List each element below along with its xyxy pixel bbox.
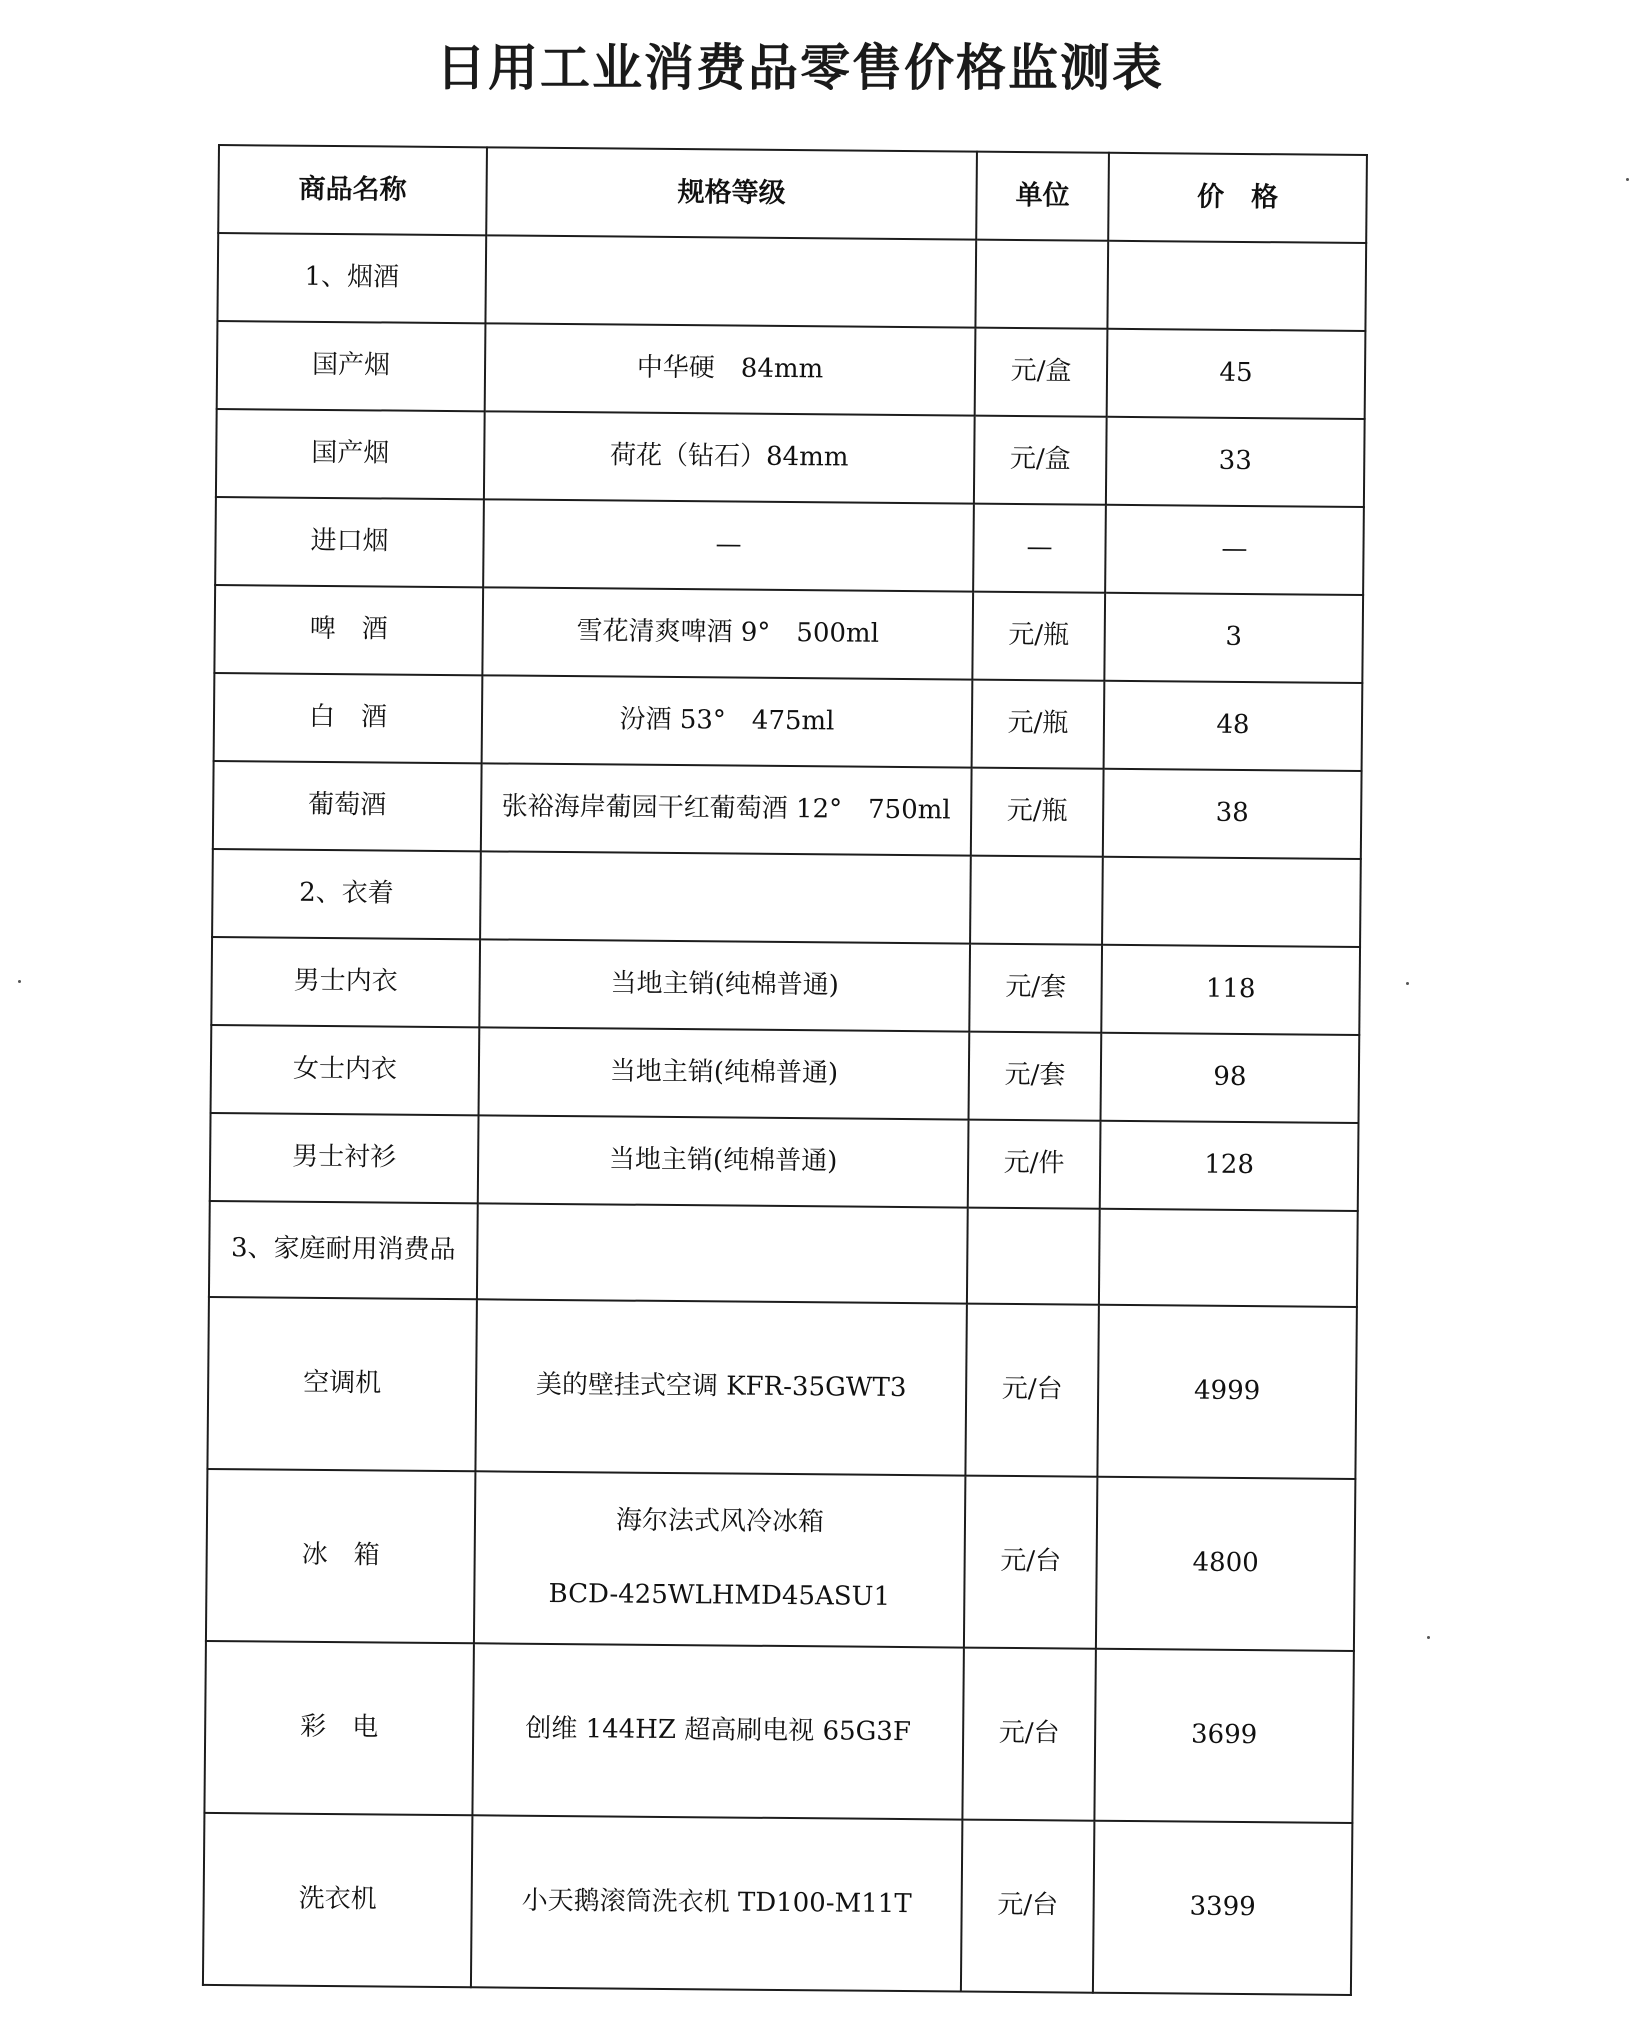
item-spec: 张裕海岸葡园干红葡萄酒 12° 750ml bbox=[481, 763, 972, 855]
table-row bbox=[214, 585, 1363, 683]
item-price: 3 bbox=[1104, 593, 1363, 683]
item-price: 128 bbox=[1100, 1121, 1359, 1211]
table-header-row bbox=[218, 145, 1367, 243]
item-name: 进口烟 bbox=[215, 497, 484, 587]
table-row bbox=[215, 497, 1364, 595]
scan-speck bbox=[1406, 982, 1409, 985]
header-unit: 单位 bbox=[976, 152, 1109, 241]
table-row bbox=[213, 761, 1362, 859]
item-unit: 元/套 bbox=[969, 944, 1102, 1033]
category-label: 3、家庭耐用消费品 bbox=[209, 1201, 478, 1299]
item-spec: 当地主销(纯棉普通) bbox=[479, 939, 970, 1031]
category-row-tobacco-alcohol bbox=[217, 233, 1366, 331]
scan-speck bbox=[1626, 178, 1629, 181]
header-spec: 规格等级 bbox=[486, 147, 977, 239]
item-name: 女士内衣 bbox=[211, 1025, 480, 1115]
item-spec: — bbox=[483, 499, 974, 591]
page-title: 日用工业消费品零售价格监测表 bbox=[436, 39, 1164, 97]
item-spec: 雪花清爽啤酒 9° 500ml bbox=[482, 587, 973, 679]
table-row bbox=[211, 1025, 1360, 1123]
scan-speck bbox=[1427, 1636, 1430, 1639]
item-name: 男士衬衫 bbox=[210, 1113, 479, 1203]
item-price: 45 bbox=[1107, 329, 1366, 419]
item-unit: 元/台 bbox=[965, 1304, 1098, 1477]
item-unit: 元/套 bbox=[969, 1032, 1102, 1121]
item-price: 33 bbox=[1106, 417, 1365, 507]
table-row bbox=[207, 1297, 1356, 1479]
item-name: 冰 箱 bbox=[206, 1469, 475, 1643]
item-price: 3699 bbox=[1094, 1649, 1353, 1823]
item-name: 葡萄酒 bbox=[213, 761, 482, 851]
item-price: — bbox=[1105, 505, 1364, 595]
item-price: 48 bbox=[1104, 681, 1363, 771]
item-price: 4800 bbox=[1096, 1477, 1355, 1651]
category-label: 1、烟酒 bbox=[217, 233, 486, 323]
item-spec: 当地主销(纯棉普通) bbox=[479, 1027, 970, 1119]
item-spec: 汾酒 53° 475ml bbox=[482, 675, 973, 767]
item-name: 白 酒 bbox=[214, 673, 483, 763]
item-spec bbox=[474, 1471, 965, 1647]
item-spec-line-1: 海尔法式风冷冰箱 bbox=[615, 1505, 825, 1538]
item-spec: 创维 144HZ 超高刷电视 65G3F bbox=[472, 1643, 963, 1819]
item-unit: 元/盒 bbox=[974, 416, 1107, 505]
table-row bbox=[206, 1469, 1355, 1651]
scan-speck bbox=[18, 980, 21, 983]
item-spec: 美的壁挂式空调 KFR-35GWT3 bbox=[475, 1299, 966, 1475]
item-name: 彩 电 bbox=[204, 1641, 473, 1815]
item-unit: 元/瓶 bbox=[972, 592, 1105, 681]
item-name: 国产烟 bbox=[217, 321, 486, 411]
item-spec: 荷花（钻石）84mm bbox=[484, 411, 975, 503]
item-name: 啤 酒 bbox=[214, 585, 483, 675]
item-unit: 元/盒 bbox=[975, 328, 1108, 417]
item-unit: 元/台 bbox=[964, 1476, 1097, 1649]
table-row bbox=[204, 1641, 1353, 1823]
item-unit: 元/瓶 bbox=[972, 680, 1105, 769]
table-row bbox=[216, 409, 1365, 507]
header-name: 商品名称 bbox=[218, 145, 487, 235]
item-unit: 元/台 bbox=[962, 1648, 1095, 1821]
item-name: 空调机 bbox=[207, 1297, 476, 1471]
item-price: 3399 bbox=[1093, 1821, 1352, 1995]
item-unit: 元/台 bbox=[961, 1820, 1094, 1993]
item-price: 118 bbox=[1101, 945, 1360, 1035]
item-unit: 元/瓶 bbox=[971, 768, 1104, 857]
item-price: 38 bbox=[1103, 769, 1362, 859]
table-row bbox=[210, 1113, 1359, 1211]
table-row bbox=[211, 937, 1360, 1035]
item-name: 国产烟 bbox=[216, 409, 485, 499]
item-price: 98 bbox=[1101, 1033, 1360, 1123]
table-row bbox=[217, 321, 1366, 419]
item-spec: 中华硬 84mm bbox=[485, 323, 976, 415]
table-row bbox=[214, 673, 1363, 771]
item-unit: 元/件 bbox=[968, 1120, 1101, 1209]
category-label: 2、衣着 bbox=[212, 849, 481, 939]
table-row bbox=[203, 1813, 1352, 1995]
item-unit: — bbox=[973, 504, 1106, 593]
category-row-durables bbox=[209, 1201, 1358, 1307]
item-price: 4999 bbox=[1097, 1305, 1356, 1479]
item-name: 男士内衣 bbox=[211, 937, 480, 1027]
header-price: 价 格 bbox=[1108, 153, 1367, 243]
item-name: 洗衣机 bbox=[203, 1813, 472, 1987]
item-spec: 当地主销(纯棉普通) bbox=[478, 1115, 969, 1207]
category-row-clothing bbox=[212, 849, 1361, 947]
price-monitoring-table bbox=[202, 144, 1368, 1996]
item-spec: 小天鹅滚筒洗衣机 TD100-M11T bbox=[471, 1815, 962, 1991]
item-spec-line-2: BCD-425WLHMD45ASU1 bbox=[548, 1578, 891, 1612]
